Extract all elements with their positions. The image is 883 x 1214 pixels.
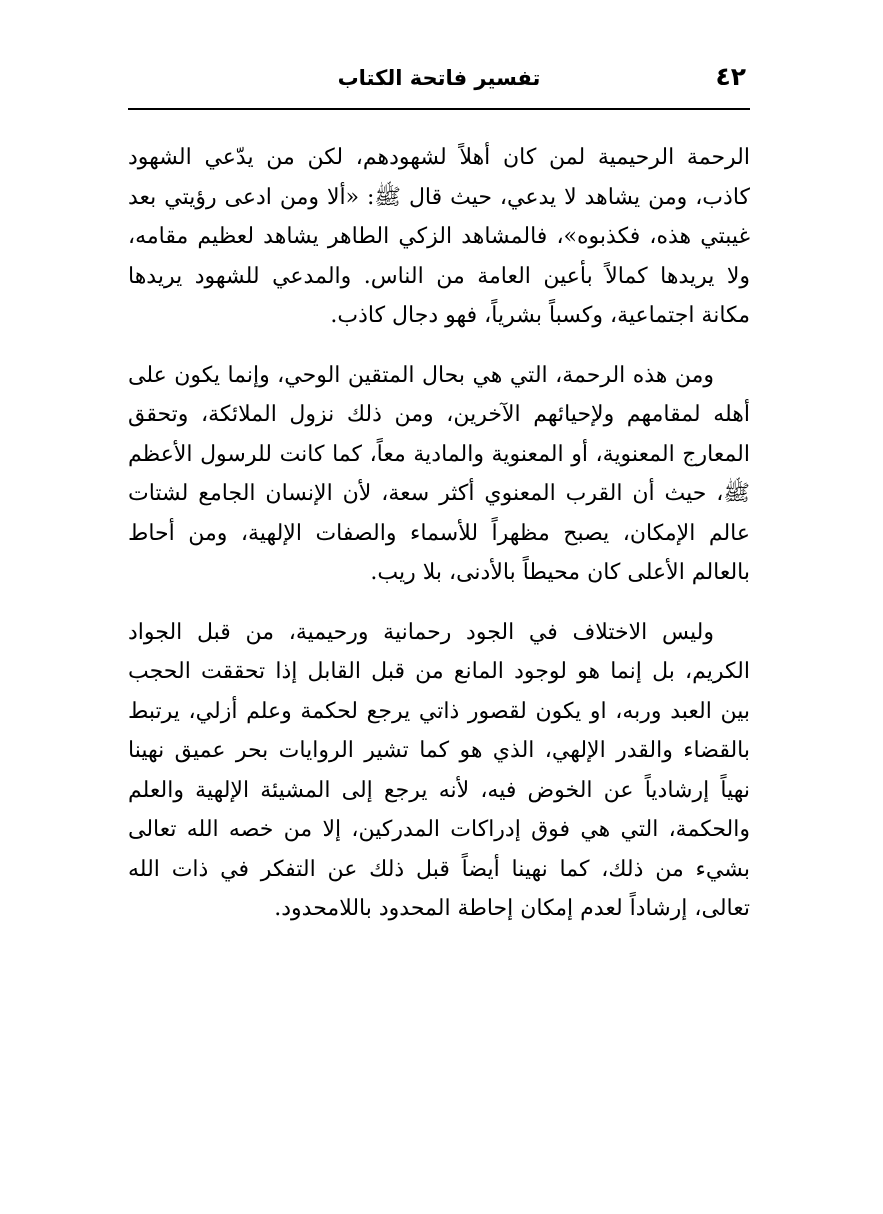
running-title: تفسير فاتحة الكتاب	[337, 66, 541, 90]
page-number: ٤٢	[715, 62, 746, 91]
header-divider	[128, 108, 750, 110]
paragraph-2: ومن هذه الرحمة، التي هي بحال المتقين الوحي، وإنما يكون على أهله لمقامهم ولإحيائهم الآخرين، ومن ذلك نزول الملائكة، وتحقق المعارج المعنوية، أو المعنوية والمادية معاً، كما كانت للرسول الأعظم ﷺ، حيث أن القرب المعنوي أكثر سعة، لأن الإنسان الجامع لشتات عالم الإمكان، يصبح مظهراً للأسماء والصفات الإلهية، ومن أحاط بالعالم الأعلى كان محيطاً بالأدنى، بلا ريب.	[128, 362, 750, 585]
body-text	[128, 138, 750, 949]
paragraph-1: الرحمة الرحيمية لمن كان أهلاً لشهودهم، لكن من يدّعي الشهود كاذب، ومن يشاهد لا يدعي، حيث قال ﷺ: «ألا ومن ادعى رؤيتي بعد غيبتي هذه، فكذبوه»، فالمشاهد الزكي الطاهر يشاهد لعظيم مقامه، ولا يريدها كمالاً بأعين العامة من الناس. والمدعي للشهود يريدها مكانة اجتماعية، وكسباً بشرياً، فهو دجال كاذب.	[128, 145, 750, 328]
page-header	[128, 58, 750, 102]
paragraph-3: وليس الاختلاف في الجود رحمانية ورحيمية، من قبل الجواد الكريم، بل إنما هو لوجود المانع من قبل القابل إذا تحققت الحجب بين العبد وربه، او يكون لقصور ذاتي يرجع لحكمة وعلم أزلي، يرتبط بالقضاء والقدر الإلهي، الذي هو كما تشير الروايات بحر عميق نهينا نهياً إرشادياً عن الخوض فيه، لأنه يرجع إلى المشيئة الإلهية والعلم والحكمة، التي هي فوق إدراكات المدركين، إلا من خصه الله تعالى بشيء من ذلك، كما نهينا أيضاً قبل ذلك عن التفكر في ذات الله تعالى، إرشاداً لعدم إمكان إحاطة المحدود باللامحدود.	[128, 619, 750, 921]
